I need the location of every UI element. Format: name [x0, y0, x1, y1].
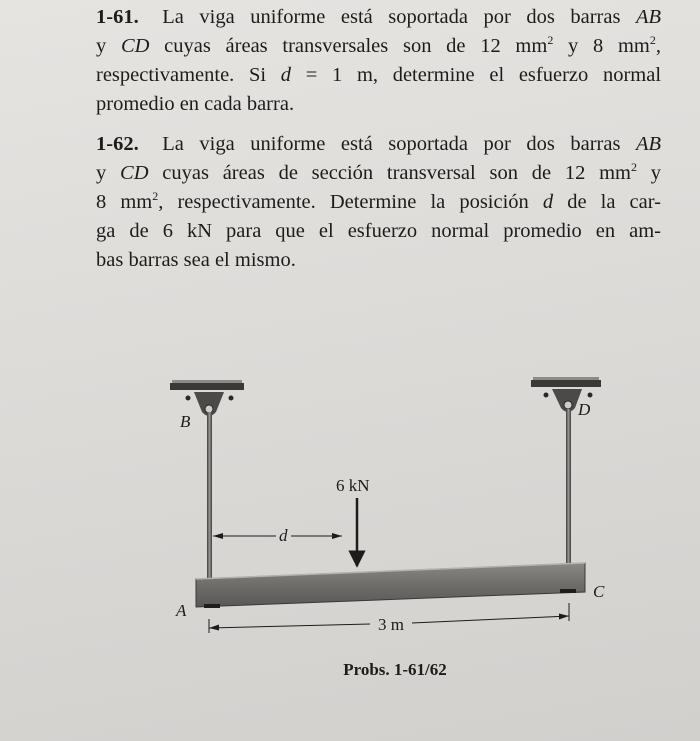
- problem-text: cuyas áreas de sección transversal son de 12 mm: [162, 162, 631, 184]
- dim-span-label: 3 m: [378, 615, 404, 634]
- problem-text: La viga uniforme está soportada por dos barras: [162, 133, 621, 155]
- problem-text: y: [96, 35, 107, 57]
- bolt: [186, 396, 191, 401]
- variable-ab: AB: [635, 133, 662, 155]
- load-label: 6 kN: [336, 476, 370, 495]
- problem-text: cuyas áreas transversales son de 12 mm: [164, 35, 548, 57]
- dim-arrowhead: [332, 533, 342, 539]
- beam-body: [196, 563, 585, 607]
- exponent: 2: [649, 33, 656, 47]
- problem-text: respectivamente. Si: [96, 64, 267, 86]
- bolt: [229, 396, 234, 401]
- label-d: D: [578, 400, 591, 419]
- pin: [564, 401, 572, 409]
- dim-d-label: d: [279, 526, 288, 545]
- ceiling-plate-highlight: [533, 377, 599, 380]
- bar-ab: [207, 412, 212, 580]
- ceiling-plate-highlight: [172, 380, 242, 383]
- exponent: 2: [630, 160, 637, 174]
- variable-cd: CD: [120, 162, 149, 184]
- problem-text: = 1 m, determine el esfuerzo normal: [305, 64, 662, 86]
- problem-text: promedio en cada barra.: [96, 93, 295, 115]
- beam-end-plate-c: [560, 589, 576, 593]
- problem-number: 1-62.: [96, 133, 139, 155]
- label-c: C: [593, 582, 605, 601]
- dim-arrowhead: [559, 614, 569, 620]
- dim-arrowhead: [213, 533, 223, 539]
- problem-text: ,: [655, 35, 661, 57]
- exponent: 2: [547, 33, 554, 47]
- variable-ab: AB: [635, 6, 662, 28]
- support-b: [170, 380, 244, 416]
- problem-text: bas barras sea el mismo.: [96, 249, 296, 271]
- ceiling-plate: [170, 383, 244, 390]
- dim-span-line-right: [412, 616, 569, 623]
- bolt: [588, 393, 593, 398]
- variable-d: d: [280, 64, 292, 86]
- variable-d: d: [542, 191, 554, 213]
- support-d: [531, 377, 601, 412]
- bar-cd: [566, 409, 571, 569]
- exponent: 2: [152, 189, 159, 203]
- dim-span-line-left: [209, 624, 370, 628]
- problem-text: 8 mm: [96, 191, 153, 213]
- beam-end-plate-a: [204, 604, 220, 608]
- label-b: B: [180, 412, 191, 431]
- problem-text: de la car-: [567, 191, 661, 213]
- dim-arrowhead: [209, 625, 219, 631]
- problem-text: , respectivamente. Determine la posición: [158, 191, 529, 213]
- problem-number: 1-61.: [96, 6, 139, 28]
- problem-text: y 8 mm: [568, 35, 650, 57]
- beam: [196, 563, 585, 608]
- variable-cd: CD: [120, 35, 150, 57]
- label-a: A: [176, 601, 187, 620]
- bolt: [544, 393, 549, 398]
- ceiling-plate: [531, 380, 601, 387]
- figure-caption: Probs. 1-61/62: [343, 660, 447, 679]
- problem-text: y: [96, 162, 107, 184]
- problem-text: y: [650, 162, 661, 184]
- problem-text: ga de 6 kN para que el esfuerzo normal promedio en am-: [96, 220, 661, 242]
- problem-text: La viga uniforme está soportada por dos barras: [162, 6, 621, 28]
- pin: [205, 405, 213, 413]
